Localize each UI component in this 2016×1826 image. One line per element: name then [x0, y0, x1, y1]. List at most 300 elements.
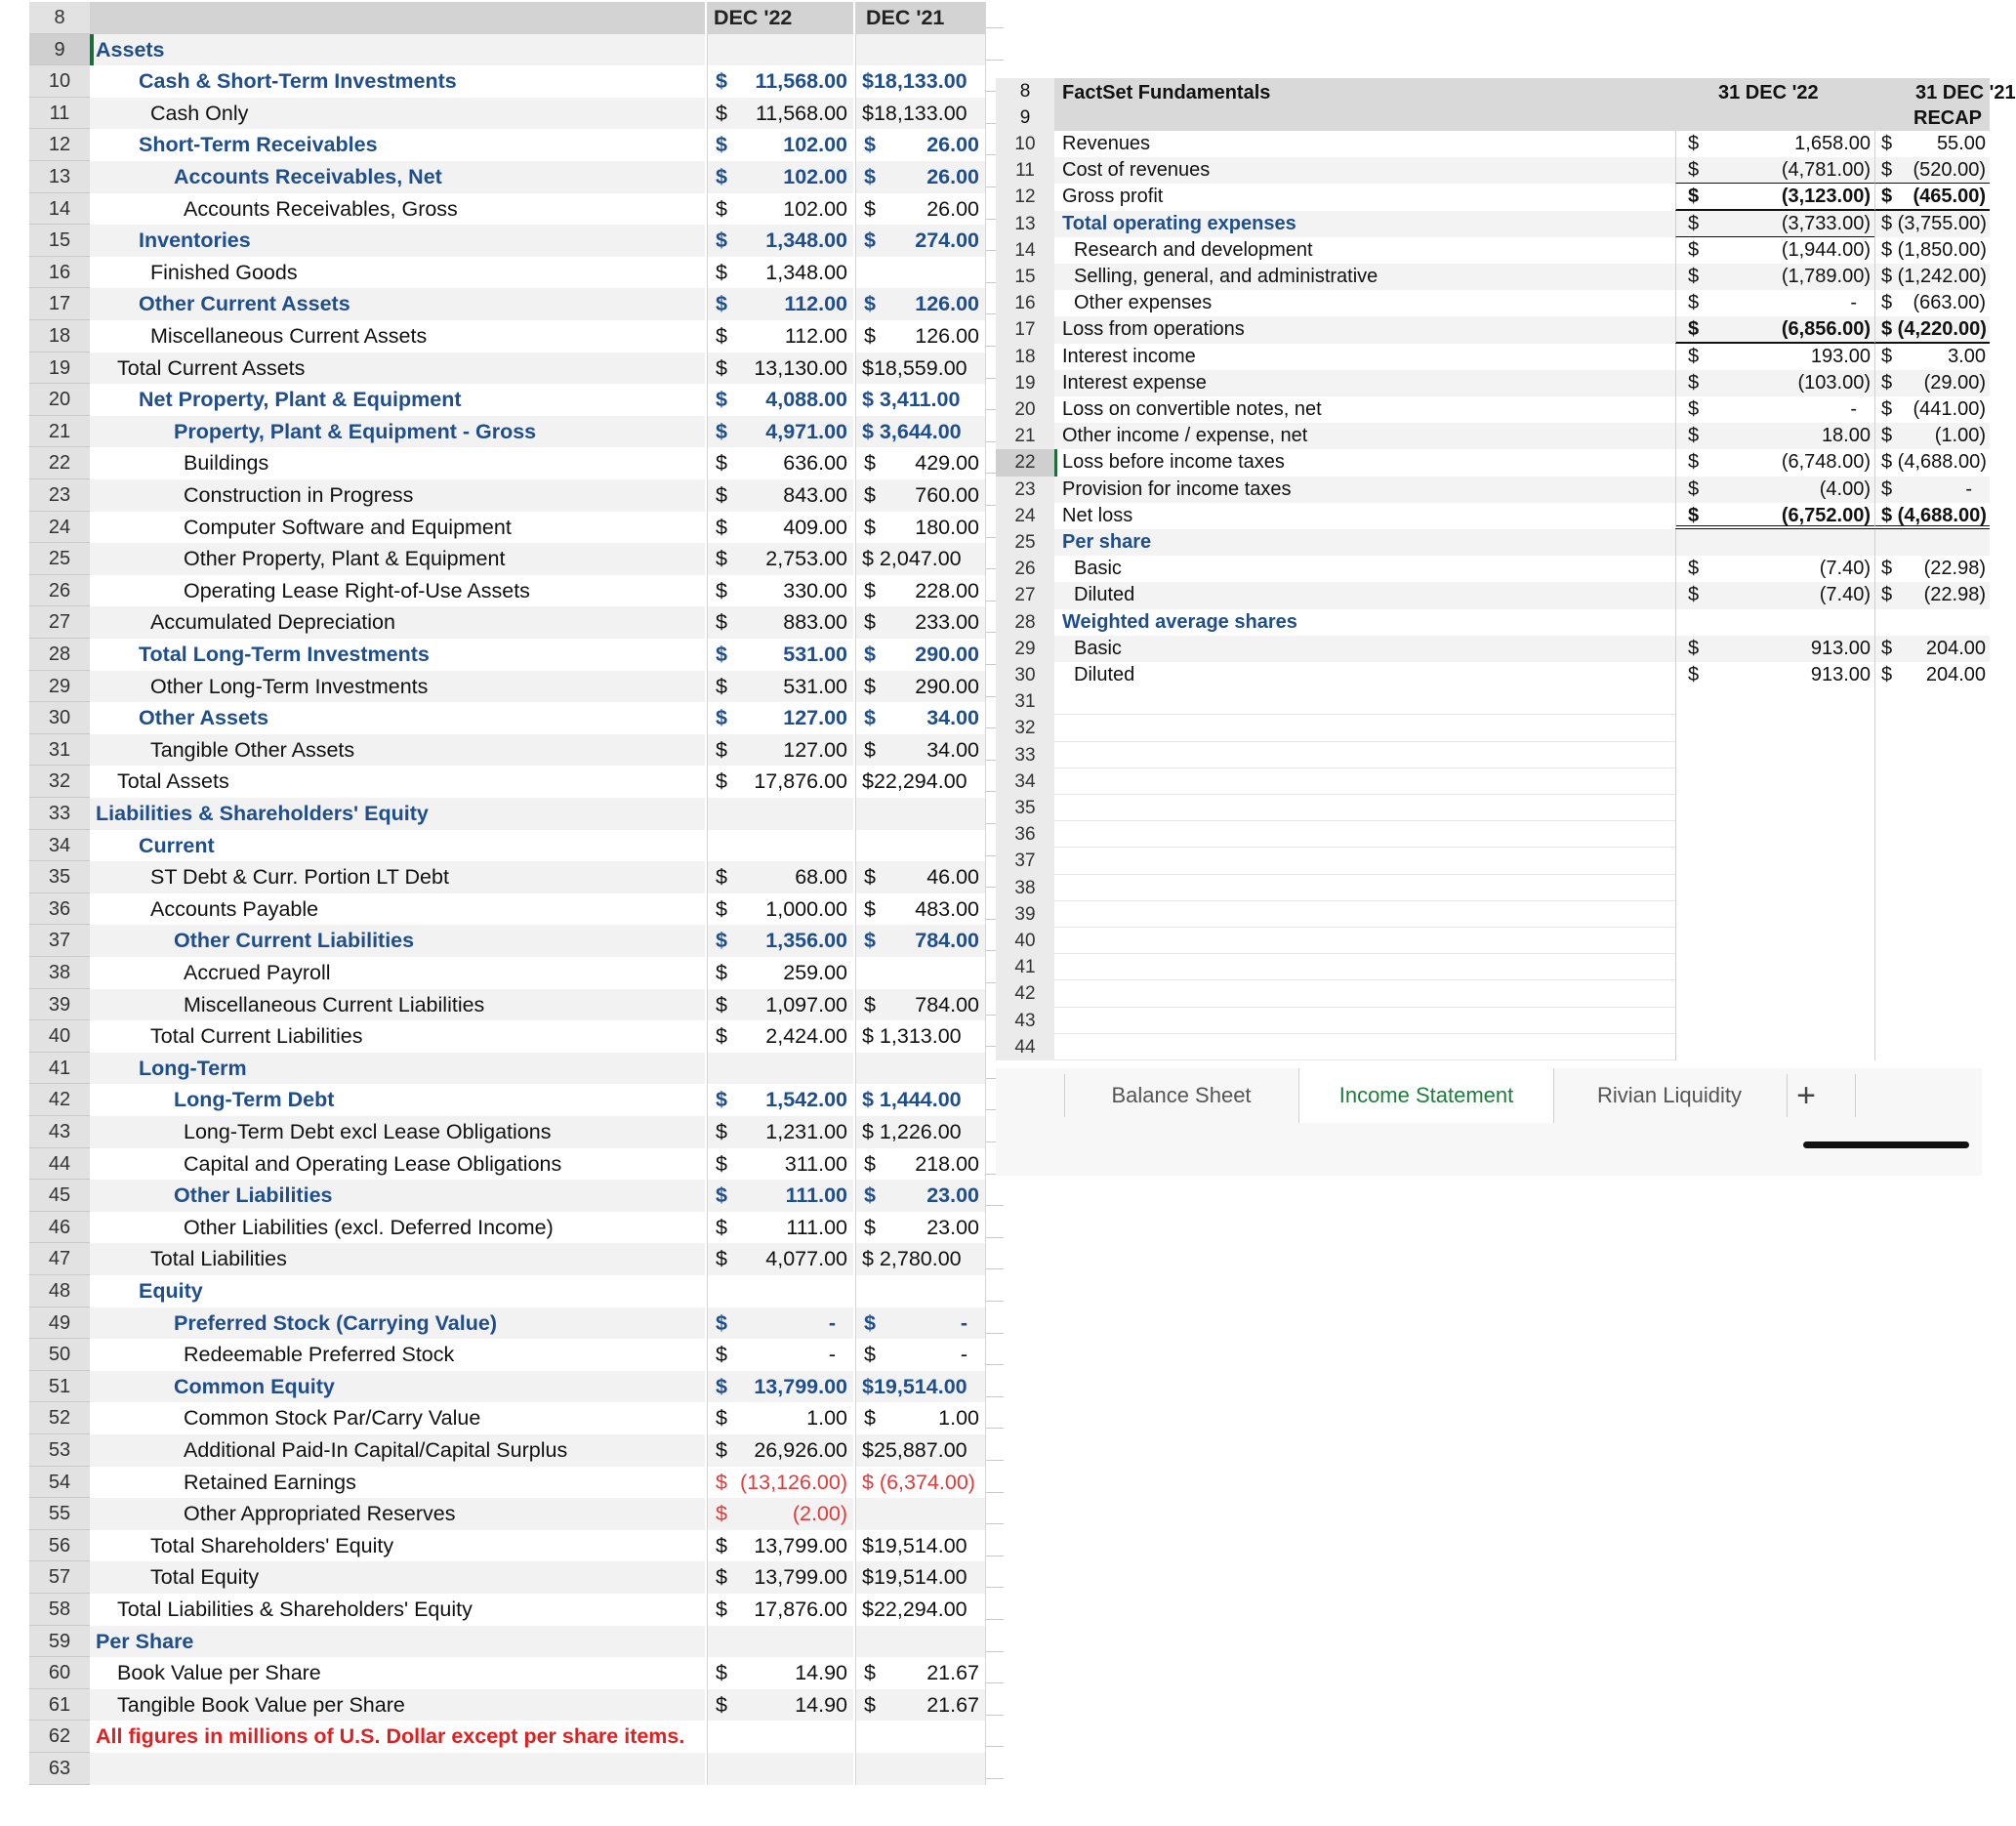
cell-31dec21[interactable] [1874, 556, 1990, 582]
cell-label[interactable] [90, 893, 705, 926]
cell-dec22[interactable] [707, 1084, 853, 1116]
cell-dec21[interactable] [855, 957, 986, 989]
cell-dec22[interactable] [707, 543, 853, 575]
cell-label[interactable] [1054, 211, 1675, 237]
cell-label[interactable] [90, 1084, 705, 1116]
cell-label[interactable] [1054, 370, 1675, 396]
cell-label[interactable] [90, 225, 705, 257]
row-number[interactable]: 10 [996, 131, 1054, 157]
cell-label[interactable] [90, 957, 705, 989]
cell-31dec22[interactable] [1675, 768, 1874, 795]
cell-dec22[interactable] [707, 766, 853, 798]
cell-31dec21[interactable] [1874, 821, 1990, 848]
cell-dec22[interactable] [707, 479, 853, 512]
row-number[interactable]: 31 [996, 688, 1054, 715]
cell-label[interactable] [90, 1402, 705, 1434]
row-number[interactable]: 29 [29, 671, 90, 703]
cell-31dec21[interactable] [1874, 157, 1990, 184]
cell-dec21[interactable] [855, 1180, 986, 1212]
row-number[interactable]: 32 [29, 766, 90, 798]
tab-income-statement[interactable]: Income Statement [1298, 1068, 1554, 1123]
cell-31dec22[interactable] [1675, 1008, 1874, 1034]
row-number[interactable]: 18 [29, 320, 90, 353]
cell-dec22[interactable] [707, 288, 853, 320]
cell-label[interactable] [1054, 742, 1675, 768]
cell-label[interactable] [90, 257, 705, 289]
cell-31dec21[interactable] [1874, 529, 1990, 556]
cell-dec21[interactable] [855, 34, 986, 66]
cell-label[interactable] [90, 1307, 705, 1340]
cell-label[interactable] [90, 543, 705, 575]
row-number[interactable]: 22 [29, 447, 90, 479]
cell-label[interactable] [90, 1116, 705, 1148]
cell-dec22[interactable] [707, 447, 853, 479]
cell-dec22[interactable] [707, 320, 853, 353]
row-number[interactable]: 44 [996, 1034, 1054, 1060]
cell-dec21[interactable] [855, 1402, 986, 1434]
cell-31dec21[interactable] [1874, 211, 1990, 237]
add-sheet-button[interactable]: + [1796, 1077, 1816, 1114]
row-number[interactable]: 51 [29, 1371, 90, 1403]
cell-dec22[interactable] [707, 1626, 853, 1658]
row-number[interactable]: 36 [29, 893, 90, 926]
cell-dec21[interactable] [855, 1530, 986, 1562]
cell-31dec21[interactable] [1874, 688, 1990, 715]
cell-label[interactable] [1054, 290, 1675, 316]
cell-label[interactable] [90, 320, 705, 353]
row-number[interactable]: 28 [29, 639, 90, 671]
row-number[interactable]: 34 [996, 768, 1054, 795]
row-number[interactable]: 40 [29, 1020, 90, 1053]
cell-dec22[interactable] [707, 2, 853, 34]
cell-dec22[interactable] [707, 575, 853, 607]
cell-label[interactable] [90, 2, 705, 34]
cell-label[interactable] [90, 1498, 705, 1530]
row-number[interactable]: 49 [29, 1307, 90, 1340]
cell-dec21[interactable] [855, 1434, 986, 1467]
cell-dec22[interactable] [707, 1371, 853, 1403]
cell-dec22[interactable] [707, 1307, 853, 1340]
cell-31dec22[interactable] [1675, 742, 1874, 768]
cell-dec22[interactable] [707, 1657, 853, 1689]
cell-31dec22[interactable] [1675, 609, 1874, 636]
row-number[interactable]: 32 [996, 715, 1054, 741]
cell-31dec22[interactable] [1675, 688, 1874, 715]
row-number[interactable]: 10 [29, 65, 90, 98]
cell-dec21[interactable] [855, 1116, 986, 1148]
cell-dec21[interactable] [855, 65, 986, 98]
cell-dec21[interactable] [855, 479, 986, 512]
cell-label[interactable] [1054, 609, 1675, 636]
cell-label[interactable] [1054, 449, 1675, 476]
cell-label[interactable] [90, 575, 705, 607]
cell-label[interactable] [90, 416, 705, 448]
cell-dec22[interactable] [707, 416, 853, 448]
cell-dec21[interactable] [855, 1561, 986, 1594]
row-number[interactable]: 40 [996, 928, 1054, 954]
cell-label[interactable] [90, 1339, 705, 1371]
cell-31dec21[interactable] [1874, 636, 1990, 662]
cell-dec22[interactable] [707, 1116, 853, 1148]
cell-label[interactable] [1054, 636, 1675, 662]
cell-31dec22[interactable] [1675, 290, 1874, 316]
cell-dec21[interactable] [855, 447, 986, 479]
cell-dec21[interactable] [855, 1307, 986, 1340]
cell-31dec22[interactable] [1675, 875, 1874, 901]
row-number[interactable]: 41 [29, 1053, 90, 1085]
cell-dec21[interactable] [855, 1053, 986, 1085]
cell-label[interactable] [90, 1689, 705, 1722]
cell-label[interactable] [1054, 848, 1675, 874]
cell-dec22[interactable] [707, 34, 853, 66]
cell-dec22[interactable] [707, 957, 853, 989]
row-number[interactable]: 43 [996, 1008, 1054, 1034]
row-number[interactable]: 33 [996, 742, 1054, 768]
row-number[interactable]: 17 [29, 288, 90, 320]
cell-31dec21[interactable] [1874, 795, 1990, 821]
cell-label[interactable] [90, 1594, 705, 1626]
cell-31dec22[interactable] [1675, 636, 1874, 662]
row-number[interactable]: 23 [996, 477, 1054, 503]
cell-label[interactable] [90, 1053, 705, 1085]
cell-label[interactable] [90, 1243, 705, 1275]
row-number[interactable]: 30 [996, 662, 1054, 688]
cell-dec21[interactable] [855, 1020, 986, 1053]
cell-dec22[interactable] [707, 893, 853, 926]
cell-label[interactable] [1054, 316, 1675, 343]
cell-31dec21[interactable] [1874, 980, 1990, 1007]
cell-label[interactable] [1054, 556, 1675, 582]
cell-dec21[interactable] [855, 288, 986, 320]
row-number[interactable]: 28 [996, 609, 1054, 636]
cell-label[interactable] [90, 161, 705, 193]
row-number[interactable]: 44 [29, 1148, 90, 1181]
row-number[interactable]: 15 [29, 225, 90, 257]
row-number[interactable]: 8 [29, 2, 90, 34]
cell-dec21[interactable] [855, 606, 986, 639]
cell-dec21[interactable] [855, 925, 986, 957]
row-number[interactable]: 42 [29, 1084, 90, 1116]
cell-label[interactable] [1054, 795, 1675, 821]
cell-31dec22[interactable] [1675, 556, 1874, 582]
row-number[interactable]: 52 [29, 1402, 90, 1434]
row-number[interactable]: 41 [996, 954, 1054, 980]
cell-label[interactable] [90, 1561, 705, 1594]
cell-label[interactable] [90, 1371, 705, 1403]
cell-dec22[interactable] [707, 1721, 853, 1753]
cell-dec22[interactable] [707, 161, 853, 193]
cell-label[interactable] [1054, 901, 1675, 928]
cell-31dec21[interactable] [1874, 290, 1990, 316]
row-number[interactable]: 33 [29, 798, 90, 830]
cell-31dec22[interactable] [1675, 901, 1874, 928]
cell-dec21[interactable] [855, 416, 986, 448]
cell-label[interactable] [1054, 1008, 1675, 1034]
cell-dec22[interactable] [707, 1467, 853, 1499]
row-number[interactable]: 9 [996, 104, 1054, 131]
cell-dec22[interactable] [707, 861, 853, 893]
row-number[interactable]: 46 [29, 1212, 90, 1244]
row-number[interactable]: 26 [996, 556, 1054, 582]
row-number[interactable]: 13 [996, 211, 1054, 237]
row-number[interactable]: 37 [996, 848, 1054, 874]
cell-31dec21[interactable] [1874, 1008, 1990, 1034]
cell-label[interactable] [90, 1657, 705, 1689]
row-number[interactable]: 38 [29, 957, 90, 989]
cell-31dec21[interactable] [1874, 449, 1990, 476]
row-number[interactable]: 31 [29, 734, 90, 767]
row-number[interactable]: 14 [996, 237, 1054, 264]
row-number[interactable]: 19 [996, 370, 1054, 396]
cell-31dec21[interactable] [1874, 1034, 1990, 1060]
cell-label[interactable] [90, 671, 705, 703]
cell-label[interactable] [1054, 477, 1675, 503]
cell-31dec21[interactable] [1874, 742, 1990, 768]
cell-31dec22[interactable] [1675, 503, 1874, 529]
row-number[interactable]: 25 [29, 543, 90, 575]
cell-label[interactable] [1054, 954, 1675, 980]
cell-31dec22[interactable] [1675, 449, 1874, 476]
cell-label[interactable] [90, 98, 705, 130]
cell-31dec21[interactable] [1874, 715, 1990, 741]
cell-dec21[interactable] [855, 1467, 986, 1499]
cell-31dec21[interactable] [1874, 344, 1990, 370]
row-number[interactable]: 25 [996, 529, 1054, 556]
row-number[interactable]: 50 [29, 1339, 90, 1371]
cell-31dec22[interactable] [1675, 131, 1874, 157]
tab-rivian-liquidity[interactable]: Rivian Liquidity [1597, 1083, 1742, 1107]
cell-label[interactable] [90, 734, 705, 767]
cell-dec21[interactable] [855, 1084, 986, 1116]
row-number[interactable]: 62 [29, 1721, 90, 1753]
row-number[interactable]: 15 [996, 264, 1054, 290]
row-number[interactable]: 27 [996, 582, 1054, 608]
cell-dec22[interactable] [707, 671, 853, 703]
cell-dec22[interactable] [707, 1530, 853, 1562]
cell-31dec22[interactable] [1675, 316, 1874, 343]
cell-dec21[interactable] [855, 320, 986, 353]
cell-dec21[interactable] [855, 512, 986, 544]
cell-dec21[interactable] [855, 129, 986, 161]
cell-dec22[interactable] [707, 257, 853, 289]
cell-label[interactable] [90, 1530, 705, 1562]
row-number[interactable]: 60 [29, 1657, 90, 1689]
cell-31dec22[interactable] [1675, 211, 1874, 237]
cell-dec22[interactable] [707, 129, 853, 161]
cell-dec21[interactable] [855, 575, 986, 607]
cell-label[interactable] [90, 193, 705, 226]
cell-31dec21[interactable] [1874, 423, 1990, 449]
cell-dec22[interactable] [707, 1498, 853, 1530]
cell-31dec22[interactable] [1675, 477, 1874, 503]
cell-dec22[interactable] [707, 830, 853, 862]
row-number[interactable]: 12 [29, 129, 90, 161]
row-number[interactable]: 35 [29, 861, 90, 893]
cell-label[interactable] [1054, 662, 1675, 688]
cell-dec22[interactable] [707, 606, 853, 639]
cell-31dec21[interactable] [1874, 662, 1990, 688]
cell-label[interactable] [90, 830, 705, 862]
cell-label[interactable] [90, 512, 705, 544]
cell-dec21[interactable] [855, 1339, 986, 1371]
cell-31dec22[interactable] [1675, 928, 1874, 954]
cell-dec21[interactable] [855, 257, 986, 289]
cell-dec21[interactable] [855, 543, 986, 575]
tab-balance-sheet[interactable]: Balance Sheet [1111, 1083, 1252, 1107]
cell-label[interactable] [90, 639, 705, 671]
cell-dec21[interactable] [855, 1626, 986, 1658]
cell-dec22[interactable] [707, 1689, 853, 1722]
cell-label[interactable] [90, 925, 705, 957]
cell-31dec21[interactable] [1874, 875, 1990, 901]
row-number[interactable]: 57 [29, 1561, 90, 1594]
row-number[interactable]: 23 [29, 479, 90, 512]
cell-dec21[interactable] [855, 1721, 986, 1753]
cell-dec22[interactable] [707, 1212, 853, 1244]
cell-label[interactable] [1054, 237, 1675, 264]
cell-dec22[interactable] [707, 702, 853, 734]
row-number[interactable]: 53 [29, 1434, 90, 1467]
cell-dec21[interactable] [855, 384, 986, 416]
cell-31dec21[interactable] [1874, 131, 1990, 157]
cell-dec21[interactable] [855, 1148, 986, 1181]
row-number[interactable]: 37 [29, 925, 90, 957]
cell-label[interactable] [90, 1721, 705, 1753]
cell-dec21[interactable] [855, 893, 986, 926]
cell-label[interactable] [90, 861, 705, 893]
row-number[interactable]: 63 [29, 1753, 90, 1785]
cell-31dec22[interactable] [1675, 582, 1874, 608]
row-number[interactable]: 21 [996, 423, 1054, 449]
cell-31dec22[interactable] [1675, 237, 1874, 264]
cell-dec21[interactable] [855, 1243, 986, 1275]
cell-dec21[interactable] [855, 766, 986, 798]
cell-label[interactable] [90, 65, 705, 98]
cell-label[interactable] [1054, 582, 1675, 608]
cell-label[interactable] [90, 129, 705, 161]
cell-label[interactable] [90, 1275, 705, 1307]
row-number[interactable]: 16 [29, 257, 90, 289]
cell-label[interactable] [90, 1212, 705, 1244]
cell-label[interactable] [1054, 768, 1675, 795]
cell-31dec21[interactable] [1874, 928, 1990, 954]
cell-dec22[interactable] [707, 1053, 853, 1085]
row-number[interactable]: 39 [996, 901, 1054, 928]
cell-31dec21[interactable] [1874, 609, 1990, 636]
row-number[interactable]: 59 [29, 1626, 90, 1658]
cell-dec21[interactable] [855, 1498, 986, 1530]
cell-31dec21[interactable] [1874, 768, 1990, 795]
cell-dec21[interactable] [855, 734, 986, 767]
cell-dec21[interactable] [855, 1594, 986, 1626]
row-number[interactable]: 56 [29, 1530, 90, 1562]
cell-dec21[interactable] [855, 353, 986, 385]
cell-31dec22[interactable] [1675, 344, 1874, 370]
cell-dec22[interactable] [707, 353, 853, 385]
cell-31dec22[interactable] [1675, 529, 1874, 556]
cell-dec21[interactable] [855, 861, 986, 893]
cell-label[interactable] [1054, 688, 1675, 715]
cell-31dec21[interactable] [1874, 184, 1990, 210]
cell-label[interactable] [90, 606, 705, 639]
row-number[interactable]: 39 [29, 989, 90, 1021]
row-number[interactable]: 55 [29, 1498, 90, 1530]
row-number[interactable]: 14 [29, 193, 90, 226]
cell-31dec22[interactable] [1675, 715, 1874, 741]
row-number[interactable]: 36 [996, 821, 1054, 848]
cell-dec22[interactable] [707, 1275, 853, 1307]
cell-label[interactable] [90, 1753, 705, 1785]
row-number[interactable]: 54 [29, 1467, 90, 1499]
cell-31dec21[interactable] [1874, 316, 1990, 343]
cell-label[interactable] [1054, 264, 1675, 290]
cell-label[interactable] [90, 384, 705, 416]
cell-dec22[interactable] [707, 734, 853, 767]
cell-31dec22[interactable] [1675, 184, 1874, 210]
cell-31dec22[interactable] [1675, 1034, 1874, 1060]
cell-dec22[interactable] [707, 384, 853, 416]
row-number[interactable]: 26 [29, 575, 90, 607]
row-number[interactable]: 20 [29, 384, 90, 416]
cell-31dec21[interactable] [1874, 264, 1990, 290]
cell-label[interactable] [1054, 344, 1675, 370]
cell-label[interactable] [90, 1626, 705, 1658]
cell-31dec22[interactable] [1675, 954, 1874, 980]
cell-dec21[interactable] [855, 1657, 986, 1689]
cell-31dec22[interactable] [1675, 370, 1874, 396]
row-number[interactable]: 11 [996, 157, 1054, 184]
cell-dec22[interactable] [707, 225, 853, 257]
row-number[interactable]: 27 [29, 606, 90, 639]
cell-dec22[interactable] [707, 65, 853, 98]
cell-label[interactable] [1054, 821, 1675, 848]
cell-label[interactable] [1054, 875, 1675, 901]
row-number[interactable]: 13 [29, 161, 90, 193]
row-number[interactable]: 17 [996, 316, 1054, 343]
cell-31dec21[interactable] [1874, 396, 1990, 423]
cell-31dec22[interactable] [1675, 795, 1874, 821]
cell-31dec22[interactable] [1675, 423, 1874, 449]
cell-dec22[interactable] [707, 1243, 853, 1275]
cell-label[interactable] [1054, 396, 1675, 423]
cell-dec22[interactable] [707, 1180, 853, 1212]
cell-dec22[interactable] [707, 193, 853, 226]
cell-dec21[interactable] [855, 98, 986, 130]
cell-31dec21[interactable] [1874, 582, 1990, 608]
cell-31dec21[interactable] [1874, 370, 1990, 396]
cell-label[interactable] [1054, 980, 1675, 1007]
row-number[interactable]: 24 [996, 503, 1054, 529]
row-number[interactable]: 9 [29, 34, 90, 66]
cell-31dec22[interactable] [1675, 662, 1874, 688]
cell-dec22[interactable] [707, 1020, 853, 1053]
row-number[interactable]: 18 [996, 344, 1054, 370]
cell-dec21[interactable] [855, 798, 986, 830]
row-number[interactable]: 8 [996, 78, 1054, 104]
cell-31dec21[interactable] [1874, 848, 1990, 874]
row-number[interactable]: 42 [996, 980, 1054, 1007]
cell-label[interactable] [90, 1467, 705, 1499]
cell-label[interactable] [1054, 184, 1675, 210]
cell-31dec21[interactable] [1874, 477, 1990, 503]
row-number[interactable]: 12 [996, 184, 1054, 210]
cell-label[interactable] [90, 766, 705, 798]
row-number[interactable]: 34 [29, 830, 90, 862]
cell-dec21[interactable] [855, 1689, 986, 1722]
cell-label[interactable] [1054, 423, 1675, 449]
row-number[interactable]: 16 [996, 290, 1054, 316]
row-number[interactable]: 22 [996, 449, 1054, 476]
